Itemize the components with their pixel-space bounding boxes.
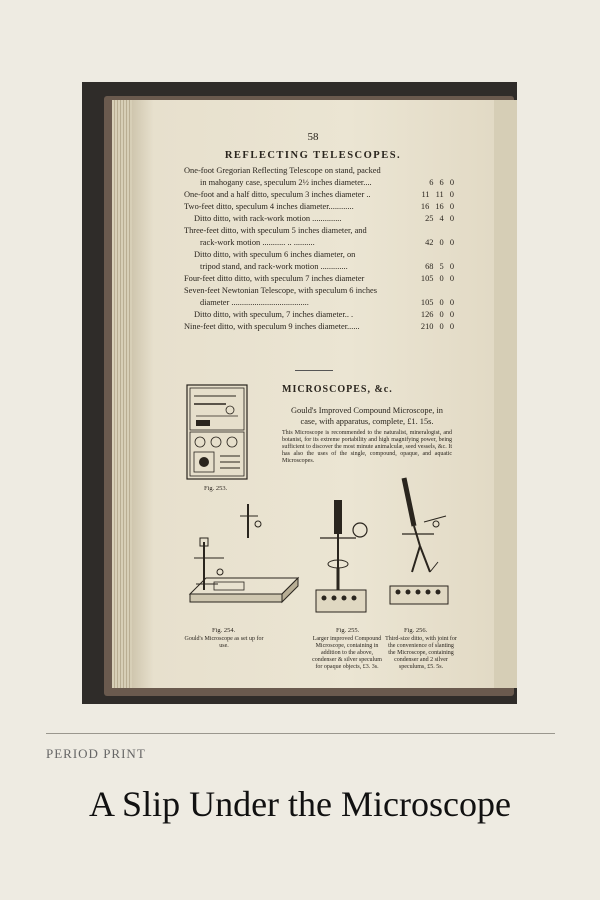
fig-255-caption: Larger improved Compound Microscope, containing in addition to the above, condenser & silver speculum for opaque objects, £3. 3s. [312, 636, 382, 670]
entry-price: 68 5 0 [425, 262, 454, 271]
fig-256-caption: Third-size ditto, with joint for the convenience of slanting the Microscope, containing condenser and 2 silver speculums, £5. 5s. [385, 636, 457, 670]
price-entry [184, 297, 454, 309]
entry-text: One-foot Gregorian Reflecting Telescope on stand, packed [184, 166, 381, 175]
gould-microscope-lead: Gould's Improved Compound Microscope, in case, with apparatus, complete, £1. 15s. [290, 406, 443, 426]
price-entry [184, 225, 454, 237]
caption-divider [46, 733, 555, 734]
microscope-case-engraving [186, 384, 248, 480]
fig-255-label: Fig. 255. [336, 627, 360, 634]
section-divider [295, 370, 333, 371]
third-size-microscope-engraving [384, 476, 456, 620]
price-entry [184, 273, 454, 285]
price-entry [184, 213, 454, 225]
price-entry [184, 201, 454, 213]
fig-253-label: Fig. 253. [204, 485, 228, 492]
page-title: A Slip Under the Microscope [89, 784, 511, 824]
entry-text: in mahogany case, speculum 2½ inches diameter.... [200, 178, 372, 187]
entry-price: 42 0 0 [425, 238, 454, 247]
larger-microscope-engraving [308, 498, 382, 620]
price-entry [184, 309, 454, 321]
price-entry [184, 249, 454, 261]
microscope-description: This Microscope is recommended to the naturalist, mineralogist, and botanist, for its extreme portability and high magnifying power, being sufficient to discover the most minute animalculæ, seed vessels, &c. It has also the uses of the single, compound, opaque, and aquatic Microscopes. [282, 430, 452, 464]
fig-254-label: Fig. 254. [212, 627, 236, 634]
entry-price: 210 0 0 [420, 322, 454, 331]
entry-text: Ditto ditto, with speculum 6 inches diameter, on [194, 250, 356, 259]
gould-microscope-engraving [184, 498, 302, 620]
reflecting-telescopes-heading: REFLECTING TELESCOPES. [224, 150, 402, 161]
entry-text: One-foot and a half ditto, speculum 3 inches diameter .. [184, 190, 371, 199]
entry-text: Two-feet ditto, speculum 4 inches diameter............ [184, 202, 354, 211]
entry-price: 16 16 0 [420, 202, 454, 211]
page-stack [112, 100, 132, 688]
price-entry [184, 165, 454, 177]
telescope-price-list [184, 165, 454, 333]
entry-text: Four-feet ditto ditto, with speculum 7 inches diameter [184, 274, 365, 283]
price-entry [184, 321, 454, 333]
catalogue-page [132, 100, 494, 688]
entry-text: Ditto ditto, with rack-work motion .............. [194, 214, 342, 223]
entry-price: 105 0 0 [420, 274, 454, 283]
price-entry [184, 177, 454, 189]
entry-price: 126 0 0 [420, 310, 454, 319]
eyebrow-label: PERIOD PRINT [46, 746, 146, 761]
price-entry [184, 285, 454, 297]
price-entry [184, 261, 454, 273]
entry-text: tripod stand, and rack-work motion ............. [200, 262, 348, 271]
entry-price: 6 6 0 [429, 178, 454, 187]
entry-price: 11 11 0 [421, 190, 454, 199]
entry-text: Seven-feet Newtonian Telescope, with speculum 6 inches [184, 286, 377, 295]
entry-text: rack-work motion ........... .. .......... [200, 238, 315, 247]
fig-256-label: Fig. 256. [404, 627, 428, 634]
entry-text: Ditto ditto, with speculum, 7 inches diameter.. . [194, 310, 354, 319]
price-entry [184, 237, 454, 249]
entry-text: diameter ..................................... [200, 298, 309, 307]
page-number: 58 [307, 131, 319, 143]
entry-price: 25 4 0 [425, 214, 454, 223]
fig-254-caption: Gould's Microscope as set up for use. [184, 636, 264, 649]
entry-text: Three-feet ditto, with speculum 5 inches diameter, and [184, 226, 367, 235]
entry-text: Nine-feet ditto, with speculum 9 inches diameter...... [184, 322, 360, 331]
facing-page [494, 100, 517, 688]
microscopes-heading: MICROSCOPES, &c. [282, 384, 393, 395]
entry-price: 105 0 0 [420, 298, 454, 307]
price-entry [184, 189, 454, 201]
book-photograph [82, 82, 517, 704]
